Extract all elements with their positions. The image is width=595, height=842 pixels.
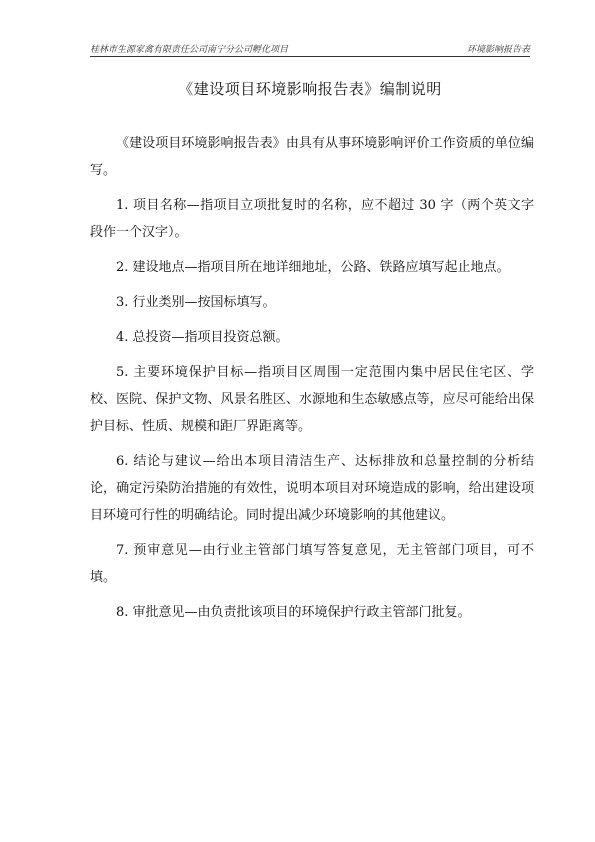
item-conclusions: 6. 结论与建议—给出本项目清洁生产、达标排放和总量控制的分析结论，确定污染防治措施的有效性，说明本项目对环境造成的影响，给出建设项目环境可行性的明确结论。同时提出减少环境影响的其他建议。 xyxy=(90,454,534,523)
item-pre-review: 7. 预审意见—由行业主管部门填写答复意见，无主管部门项目，可不填。 xyxy=(90,543,534,585)
item-total-investment: 4. 总投资—指项目投资总额。 xyxy=(116,330,289,345)
item-project-name: 1. 项目名称—指项目立项批复时的名称，应不超过 30 字（两个英文字段作一个汉字）。 xyxy=(90,198,534,240)
document-title: 《建设项目环境影响报告表》编制说明 xyxy=(178,80,442,98)
item-construction-site: 2. 建设地点—指项目所在地详细地址，公路、铁路应填写起止地点。 xyxy=(116,260,510,275)
header-project-name: 桂林市生源家禽有限责任公司南宁分公司孵化项目 xyxy=(90,45,289,55)
document-body xyxy=(90,130,534,634)
item-approval: 8. 审批意见—由负责批该项目的环境保护行政主管部门批复。 xyxy=(116,605,471,620)
item-industry-category: 3. 行业类别—按国标填写。 xyxy=(116,295,276,310)
item-protection-targets: 5. 主要环境保护目标—指项目区周围一定范围内集中居民住宅区、学校、医院、保护文物、风景名胜区、水源地和生态敏感点等，应尽可能给出保护目标、性质、规模和距厂界距离等。 xyxy=(90,365,534,434)
header-document-type: 环境影响报告表 xyxy=(466,45,530,55)
intro-paragraph: 《建设项目环境影响报告表》由具有从事环境影响评价工作资质的单位编写。 xyxy=(90,136,534,178)
page-header xyxy=(90,38,530,57)
